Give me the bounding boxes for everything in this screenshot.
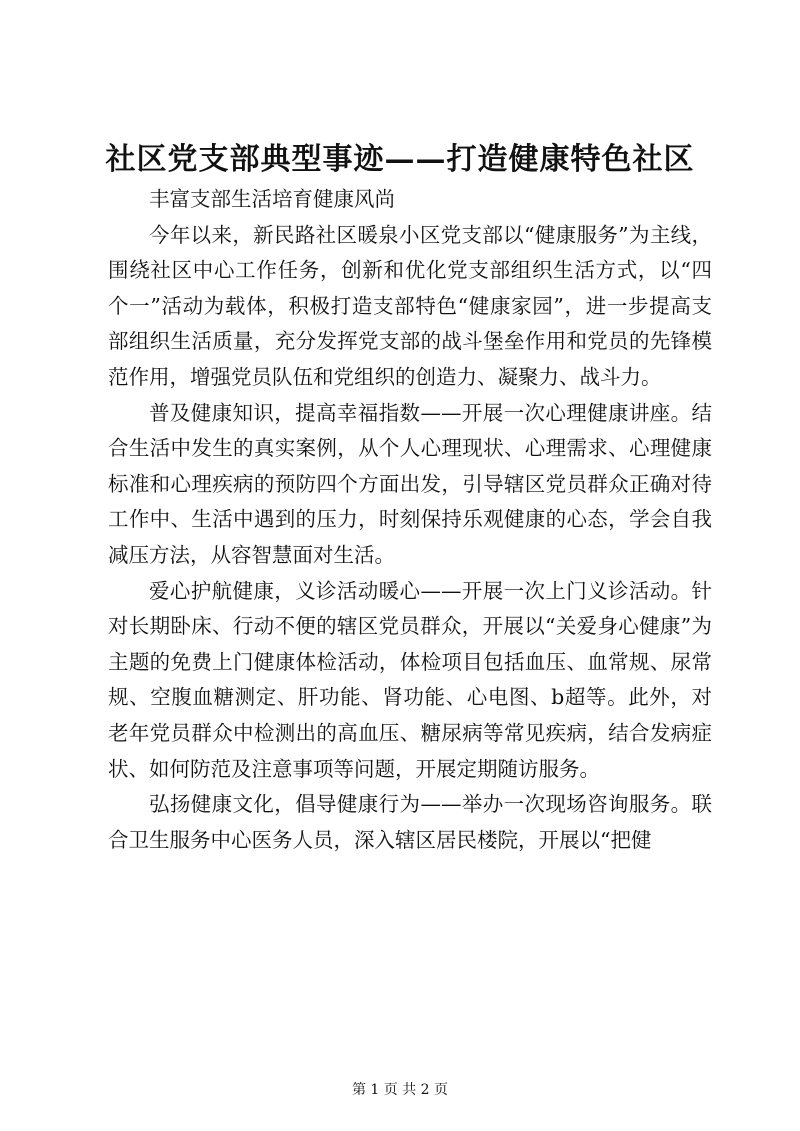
psychology-lecture-paragraph: 普及健康知识，提高幸福指数——开展一次心理健康讲座。结合生活中发生的真实案例，从个人心理现状、心理需求、心理健康标准和心理疾病的预防四个方面出发，引导辖区党员群众正确对待工作中、生活中遇到的压力，时刻保持乐观健康的心态，学会自我减压方法，从容智慧面对生活。 <box>108 400 712 567</box>
intro-paragraph: 今年以来，新民路社区暖泉小区党支部以“健康服务”为主线，围绕社区中心工作任务，创新和优化党支部组织生活方式，以“四个一”活动为载体，积极打造支部特色“健康家园”，进一步提高支部组织生活质量，充分发挥党支部的战斗堡垒作用和党员的先锋模范作用，增强党员队伍和党组织的创造力、凝聚力、战斗力。 <box>108 222 712 389</box>
consultation-paragraph: 弘扬健康文化，倡导健康行为——举办一次现场咨询服务。联合卫生服务中心医务人员，深入辖区居民楼院，开展以“把健 <box>108 792 712 852</box>
section-heading: 丰富支部生活培育健康风尚 <box>149 187 395 211</box>
free-clinic-paragraph: 爱心护航健康，义诊活动暖心——开展一次上门义诊活动。针对长期卧床、行动不便的辖区党员群众，开展以“关爱身心健康”为主题的免费上门健康体检活动，体检项目包括血压、血常规、尿常规、空腹血糖测定、肝功能、肾功能、心电图、b超等。此外，对老年党员群众中检测出的高血压、糖尿病等常见疾病，结合发病症状、如何防范及注意事项等问题，开展定期随访服务。 <box>108 578 712 781</box>
document-body <box>108 182 712 858</box>
document-title: 社区党支部典型事迹——打造健康特色社区 <box>105 142 695 177</box>
page-number-footer: 第 1 页 共 2 页 <box>351 1082 449 1098</box>
